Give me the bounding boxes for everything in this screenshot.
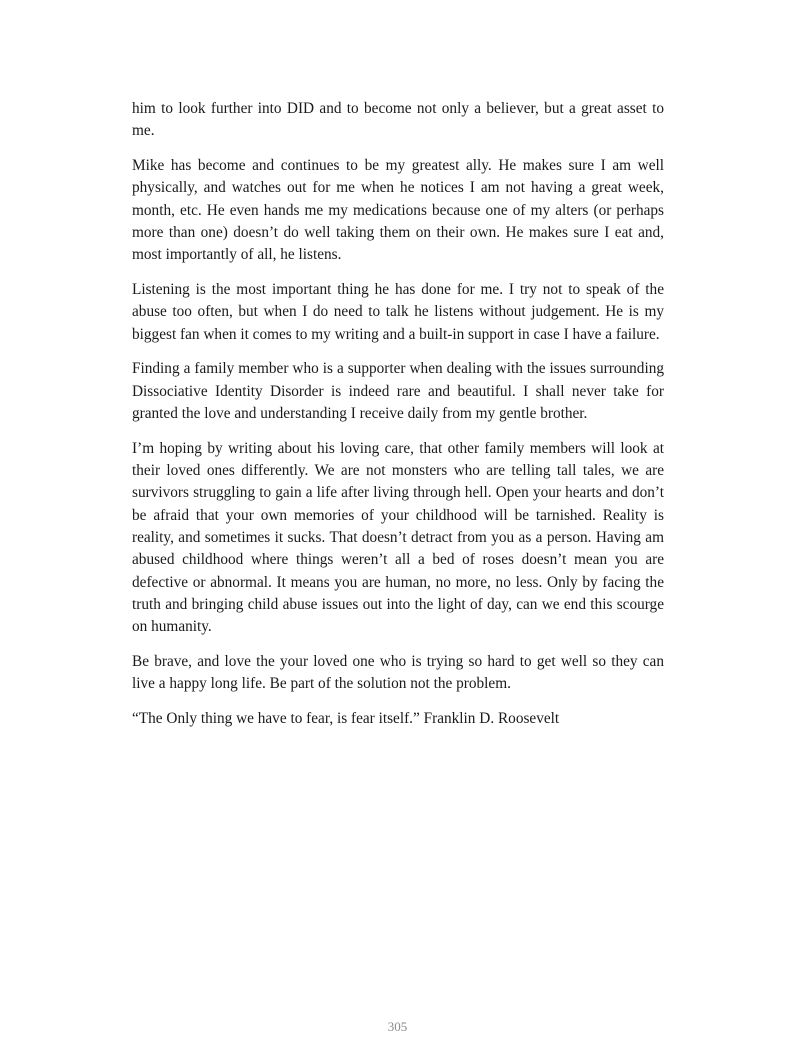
page-number: 305 [387, 1019, 408, 1034]
paragraph-1: him to look further into DID and to become not only a believer, but a great asset to me. [132, 100, 664, 140]
paragraph-6: Be brave, and love the your loved one who is trying so hard to get well so they can live a happy long life. Be part of the solution not the problem. [132, 653, 664, 693]
paragraph-2: Mike has become and continues to be my greatest ally. He makes sure I am well physically, and watches out for me when he notices I am not having a great week, month, etc. He even hands me my medications because one of my alters (or perhaps more than one) doesn’t do well taking them on their own. He makes sure I eat and, most importantly of all, he listens. [132, 157, 664, 264]
paragraph-4: Finding a family member who is a supporter when dealing with the issues surrounding Dissociative Identity Disorder is indeed rare and beautiful. I shall never take for granted the love and understanding I receive daily from my gentle brother. [132, 360, 664, 423]
paragraph-3: Listening is the most important thing he has done for me. I try not to speak of the abuse too often, but when I do need to talk he listens without judgement. He is my biggest fan when it comes to my writing and a built-in support in case I have a failure. [132, 281, 664, 343]
body-text [132, 98, 664, 743]
closing-quote: “The Only thing we have to fear, is fear itself.” Franklin D. Roosevelt [132, 710, 560, 728]
paragraph-5: I’m hoping by writing about his loving care, that other family members will look at their loved ones differently. We are not monsters who are telling tall tales, we are survivors struggling to gain a life after living through hell. Open your hearts and don’t be afraid that your own memories of your childhood will be tarnished. Reality is reality, and sometimes it sucks. That doesn’t detract from you as a person. Having am abused childhood where things weren’t all a bed of roses doesn’t mean you are defective or abnormal. It means you are human, no more, no less. Only by facing the truth and bringing child abuse issues out into the light of day, can we end this scourge on humanity. [132, 439, 664, 636]
